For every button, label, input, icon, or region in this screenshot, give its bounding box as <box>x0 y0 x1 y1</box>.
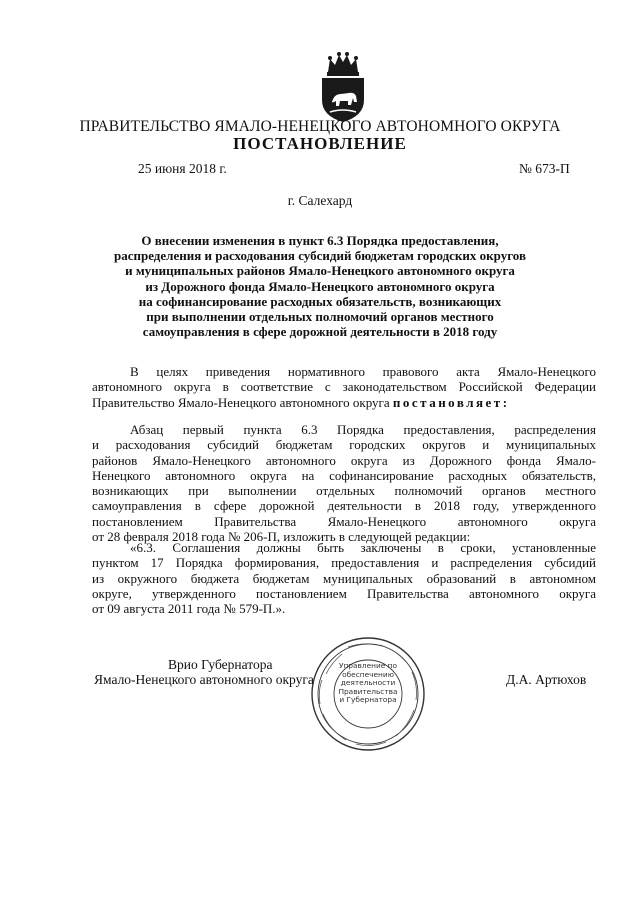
document-date: 25 июня 2018 г. <box>138 161 227 176</box>
subject-line: на софинансирование расходных обязательств, возникающих <box>138 293 502 309</box>
paragraph-amendment <box>92 422 596 544</box>
paragraph-line: от 09 августа 2011 года № 579-П.». <box>92 601 286 617</box>
paragraph-line: Ненецкого автономного округа на софинансирование расходных обязательств, <box>92 467 596 483</box>
paragraph-line: самоуправления в сфере дорожной деятельности в 2018 году, утвержденного <box>92 498 596 514</box>
document-number: № 673-П <box>519 161 570 176</box>
paragraph-line: пунктом 17 Порядка формирования, предоставления и распределения субсидий <box>92 555 596 571</box>
subject-line: самоуправления в сфере дорожной деятельности в 2018 году <box>142 324 498 340</box>
signatory-title: Врио Губернатора <box>168 657 273 672</box>
paragraph-new-wording <box>92 540 596 616</box>
stamp-line: деятельности <box>340 678 396 688</box>
paragraph-line <box>92 395 596 410</box>
subject-line: О внесении изменения в пункт 6.3 Порядка предоставления, <box>141 233 499 248</box>
stamp-text <box>336 662 400 705</box>
paragraph-line: автономного округа в соответствие с законодательством Российской Федерации <box>92 379 596 395</box>
subject-line: и муниципальных районов Ямало-Ненецкого автономного округа <box>125 263 515 279</box>
coat-of-arms-icon <box>316 50 370 124</box>
paragraph-line: округе, утвержденного постановлением Правительства автономного округа <box>92 585 596 601</box>
paragraph-line: В целях приведения нормативного правового акта Ямало-Ненецкого <box>130 364 596 379</box>
document-subject <box>90 233 550 339</box>
stamp-line: Управление по <box>338 661 398 670</box>
paragraph-text: Правительство Ямало-Ненецкого автономного округа <box>92 394 390 410</box>
paragraph-line: постановлением Правительства Ямало-Ненецкого автономного округа <box>92 513 596 529</box>
paragraph-line: и расходования субсидий бюджетам городских округов и муниципальных <box>92 437 596 453</box>
document-city: г. Салехард <box>287 193 353 208</box>
stamp-line: обеспечению <box>342 669 394 679</box>
stamp-line: и Губернатора <box>339 695 397 705</box>
document-type: ПОСТАНОВЛЕНИЕ <box>233 134 407 153</box>
paragraph-line: из окружного бюджета бюджетам муниципальных образований в автономном <box>92 570 596 586</box>
paragraph-line: возникающих при выполнении отдельных полномочий органов местного <box>92 483 596 499</box>
signatory-name: Д.А. Артюхов <box>506 672 587 687</box>
subject-line: при выполнении отдельных полномочий органов местного <box>146 309 494 325</box>
stamp-line: Правительства <box>338 686 398 696</box>
subject-line: из Дорожного фонда Ямало-Ненецкого автономного округа <box>145 278 495 294</box>
paragraph-line: районов Ямало-Ненецкого автономного округа из Дорожного фонда Ямало- <box>92 452 596 468</box>
government-name: ПРАВИТЕЛЬСТВО ЯМАЛО-НЕНЕЦКОГО АВТОНОМНОГО ОКРУГА <box>79 118 561 135</box>
signatory-region: Ямало-Ненецкого автономного округа <box>94 672 314 687</box>
paragraph-line: Абзац первый пункта 6.3 Порядка предоставления, распределения <box>130 422 596 437</box>
paragraph-line: от 28 февраля 2018 года № 206-П, изложить в следующей редакции: <box>92 529 471 545</box>
paragraph-preamble <box>92 364 596 410</box>
subject-line: распределения и расходования субсидий бюджетам городских округов <box>113 248 526 264</box>
decree-keyword: постановляет: <box>392 394 510 410</box>
paragraph-line: «6.3. Соглашения должны быть заключены в сроки, установленные <box>130 540 596 555</box>
